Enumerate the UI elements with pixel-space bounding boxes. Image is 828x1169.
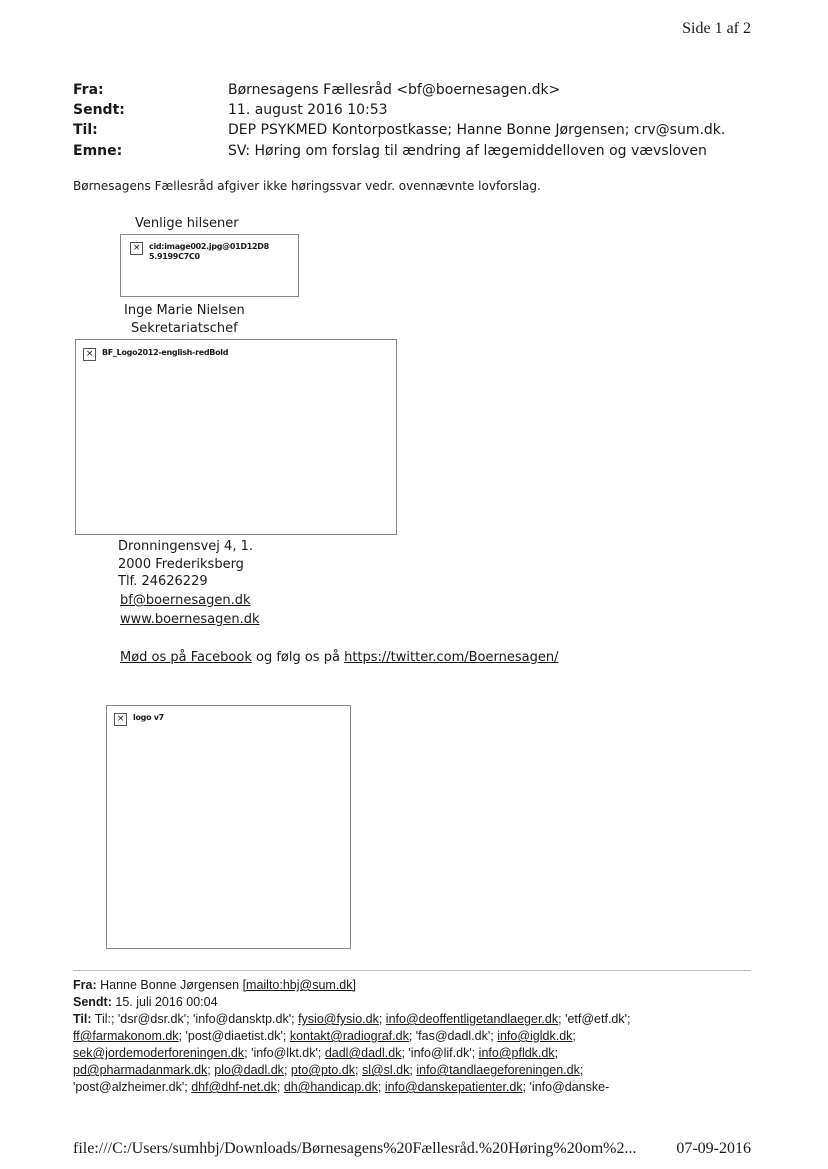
recipient-line bbox=[73, 1029, 576, 1043]
forwarded-from-label: Fra: bbox=[73, 978, 97, 992]
recipient-email-link[interactable]: sl@sl.dk bbox=[361, 1063, 410, 1077]
subject-label: Emne: bbox=[73, 143, 123, 159]
signature-image-placeholder bbox=[120, 234, 299, 297]
forwarded-to-label: Til: bbox=[73, 1012, 92, 1026]
recipient-email-link[interactable]: dh@handicap.dk bbox=[283, 1080, 378, 1094]
recipient-text: ; 'info@lkt.dk'; bbox=[244, 1046, 325, 1060]
footer-file-path: file:///C:/Users/sumhbj/Downloads/Børnesagens%20Fællesråd.%20Høring%20om%2... bbox=[73, 1140, 637, 1157]
sent-label: Sendt: bbox=[73, 102, 125, 118]
message-divider bbox=[73, 970, 751, 971]
broken-image-icon: × bbox=[114, 713, 127, 726]
logo-image-placeholder bbox=[75, 339, 397, 535]
recipient-line bbox=[73, 1063, 583, 1077]
to-value: DEP PSYKMED Kontorpostkasse; Hanne Bonne Jørgensen; crv@sum.dk. bbox=[228, 122, 726, 138]
recipient-email-link[interactable]: info@pfldk.dk bbox=[478, 1046, 555, 1060]
website-link[interactable]: www.boernesagen.dk bbox=[120, 612, 260, 627]
recipient-text: ; bbox=[207, 1063, 215, 1077]
recipient-text: ; bbox=[579, 1063, 584, 1077]
logo2-image-placeholder bbox=[106, 705, 351, 949]
signature-name: Inge Marie Nielsen bbox=[124, 303, 245, 318]
recipient-text: ; 'etf@etf.dk'; bbox=[558, 1012, 631, 1026]
recipient-email-link[interactable]: info@tandlaegeforeningen.dk bbox=[416, 1063, 580, 1077]
recipient-email-link[interactable]: info@deoffentligetandlaeger.dk bbox=[385, 1012, 559, 1026]
recipient-text: ; 'info@lif.dk'; bbox=[401, 1046, 479, 1060]
recipient-email-link[interactable]: dadl@dadl.dk bbox=[324, 1046, 402, 1060]
image-alt-text-2: 5.9199C7C0 bbox=[149, 252, 200, 261]
page-number: Side 1 af 2 bbox=[682, 20, 751, 37]
recipient-text: ; bbox=[554, 1046, 559, 1060]
recipient-text: ; bbox=[276, 1080, 284, 1094]
recipient-line bbox=[73, 1080, 609, 1094]
recipient-text: ; bbox=[355, 1063, 362, 1077]
forwarded-sent bbox=[73, 995, 218, 1009]
recipient-text: Til:; 'dsr@dsr.dk'; 'info@dansktp.dk'; bbox=[91, 1012, 299, 1026]
recipient-text: ; bbox=[378, 1012, 386, 1026]
email-link[interactable]: bf@boernesagen.dk bbox=[120, 593, 251, 608]
address-line-2: 2000 Frederiksberg bbox=[118, 557, 244, 572]
footer-date: 07-09-2016 bbox=[676, 1140, 751, 1157]
social-text: og følg os på bbox=[251, 650, 345, 665]
broken-image-icon: × bbox=[130, 242, 143, 255]
recipient-text: ; 'info@danske- bbox=[522, 1080, 610, 1094]
recipient-email-link[interactable]: pd@pharmadanmark.dk bbox=[73, 1063, 208, 1077]
recipient-email-link[interactable]: fysio@fysio.dk bbox=[298, 1012, 379, 1026]
recipient-text: ; bbox=[409, 1063, 417, 1077]
phone: Tlf. 24626229 bbox=[118, 574, 208, 589]
from-label: Fra: bbox=[73, 82, 104, 98]
forwarded-sent-value: 15. juli 2016 00:04 bbox=[111, 995, 218, 1009]
forwarded-mailto-link[interactable]: [mailto:hbj@sum.dk] bbox=[242, 978, 356, 992]
logo2-alt-text: logo v7 bbox=[133, 713, 164, 722]
recipient-email-link[interactable]: kontakt@radiograf.dk bbox=[289, 1029, 409, 1043]
recipient-line bbox=[73, 1046, 558, 1060]
body-text: Børnesagens Fællesråd afgiver ikke høringssvar vedr. ovennævnte lovforslag. bbox=[73, 179, 541, 193]
broken-image-icon: × bbox=[83, 348, 96, 361]
recipient-email-link[interactable]: dhf@dhf-net.dk bbox=[191, 1080, 277, 1094]
sent-value: 11. august 2016 10:53 bbox=[228, 102, 388, 118]
recipient-text: ; bbox=[572, 1029, 576, 1043]
to-label: Til: bbox=[73, 122, 98, 138]
social-line bbox=[120, 650, 558, 665]
recipient-text: ; bbox=[283, 1063, 291, 1077]
recipient-text: ; 'post@diaetist.dk'; bbox=[178, 1029, 290, 1043]
facebook-link[interactable]: Mød os på Facebook bbox=[120, 650, 252, 665]
forwarded-from-value: Hanne Bonne Jørgensen bbox=[96, 978, 243, 992]
recipient-email-link[interactable]: plo@dadl.dk bbox=[214, 1063, 284, 1077]
forwarded-sent-label: Sendt: bbox=[73, 995, 112, 1009]
recipient-email-link[interactable]: sek@jordemoderforeningen.dk bbox=[73, 1046, 245, 1060]
image-alt-text: cid:image002.jpg@01D12D8 bbox=[149, 242, 269, 251]
signature-title: Sekretariatschef bbox=[131, 321, 238, 336]
recipient-text: 'post@alzheimer.dk'; bbox=[73, 1080, 192, 1094]
recipient-line bbox=[73, 1012, 630, 1026]
from-value: Børnesagens Fællesråd <bf@boernesagen.dk> bbox=[228, 82, 561, 98]
recipient-email-link[interactable]: info@igldk.dk bbox=[497, 1029, 573, 1043]
twitter-link[interactable]: https://twitter.com/Boernesagen/ bbox=[344, 650, 559, 665]
recipient-text: ; 'fas@dadl.dk'; bbox=[408, 1029, 498, 1043]
recipient-email-link[interactable]: pto@pto.dk bbox=[290, 1063, 356, 1077]
forwarded-from bbox=[73, 978, 356, 992]
recipient-email-link[interactable]: ff@farmakonom.dk bbox=[73, 1029, 179, 1043]
logo-alt-text: BF_Logo2012-english-redBold bbox=[102, 348, 229, 357]
recipient-email-link[interactable]: info@danskepatienter.dk bbox=[384, 1080, 523, 1094]
address-line-1: Dronningensvej 4, 1. bbox=[118, 539, 253, 554]
recipient-text: ; bbox=[377, 1080, 385, 1094]
signature-greeting: Venlige hilsener bbox=[135, 216, 239, 231]
subject-value: SV: Høring om forslag til ændring af lægemiddelloven og vævsloven bbox=[228, 143, 707, 159]
